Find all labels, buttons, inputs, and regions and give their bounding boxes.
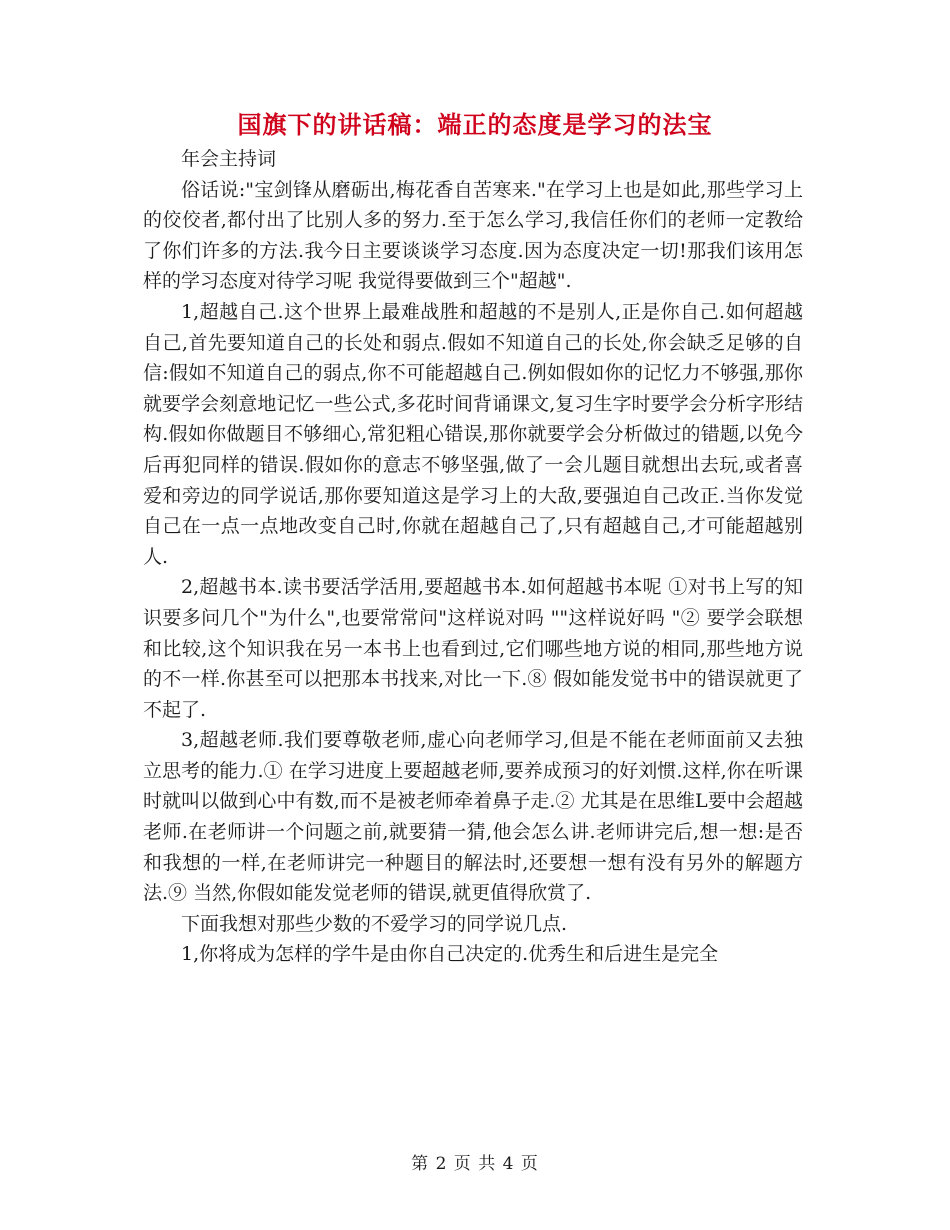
paragraph: 1,你将成为怎样的学牛是由你自己决定的.优秀生和后进生是完全 bbox=[181, 943, 719, 966]
document-title: 国旗下的讲话稿：端正的态度是学习的法宝 bbox=[237, 110, 713, 139]
paragraph: 3,超越老师.我们要尊敬老师,虚心向老师学习,但是不能在老师面前又去独立思考的能力.① 在学习进度上要超越老师,要养成预习的好刘惯.这样,你在听课时就叫以做到心中有数,而不是被老师牵着鼻子走.② 尤其是在思维L要中会超越老师.在老师讲一个问题之前,就要猜一猜,他会怎么讲.老师讲完后,想一想:是否和我想的一样,在老师讲完一种题目的解法时,还要想一想有没有另外的解题方法.⑨ 当然,你假如能发觉老师的错误,就更值得欣赏了. bbox=[143, 729, 803, 905]
document-body bbox=[143, 144, 803, 970]
paragraph: 1,超越自己.这个世界上最难战胜和超越的不是别人,正是你自己.如何超越自己,首先要知道自己的长处和弱点.假如不知道自己的长处,你会缺乏足够的自信:假如不知道自己的弱点,你不可能超越自己.例如假如你的记忆力不够强,那你就要学会刻意地记忆一些公式,多花时间背诵课文,复习生字时要学会分析字形结构.假如你做题目不够细心,常犯粗心错误,那你就要学会分析做过的错题,以免今后再犯同样的错误.假如你的意志不够坚强,做了一会儿题目就想出去玩,或者喜爱和旁边的同学说话,那你要知道这是学习上的大敌,要强迫自己改正.当你发觉自己在一点一点地改变自己时,你就在超越自己了,只有超越自己,才可能超越别人. bbox=[143, 300, 803, 568]
paragraph: 俗话说:"宝剑锋从磨砺出,梅花香自苦寒来."在学习上也是如此,那些学习上的佼佼者,都付出了比别人多的努力.至于怎么学习,我信任你们的老师一定教给了你们许多的方法.我今日主要谈谈学习态度.因为态度决定一切!那我们该用怎样的学习态度对待学习呢 我觉得要做到三个"超越". bbox=[143, 178, 803, 293]
paragraph: 2,超越书本.读书要活学活用,要超越书本.如何超越书本呢 ①对书上写的知识要多问几个"为什么",也要常常问"这样说对吗 ""这样说好吗 "② 要学会联想和比较,这个知识我在另一本书上也看到过,它们哪些地方说的相同,那些地方说的不一样.你甚至可以把那本书找来,对比一下.⑧ 假如能发觉书中的错误就更了不起了. bbox=[143, 576, 803, 721]
subheading: 年会主持词 bbox=[181, 148, 277, 170]
page-footer: 第 2 页 共 4 页 bbox=[411, 1154, 539, 1174]
paragraph: 下面我想对那些少数的不爱学习的同学说几点. bbox=[181, 912, 568, 935]
